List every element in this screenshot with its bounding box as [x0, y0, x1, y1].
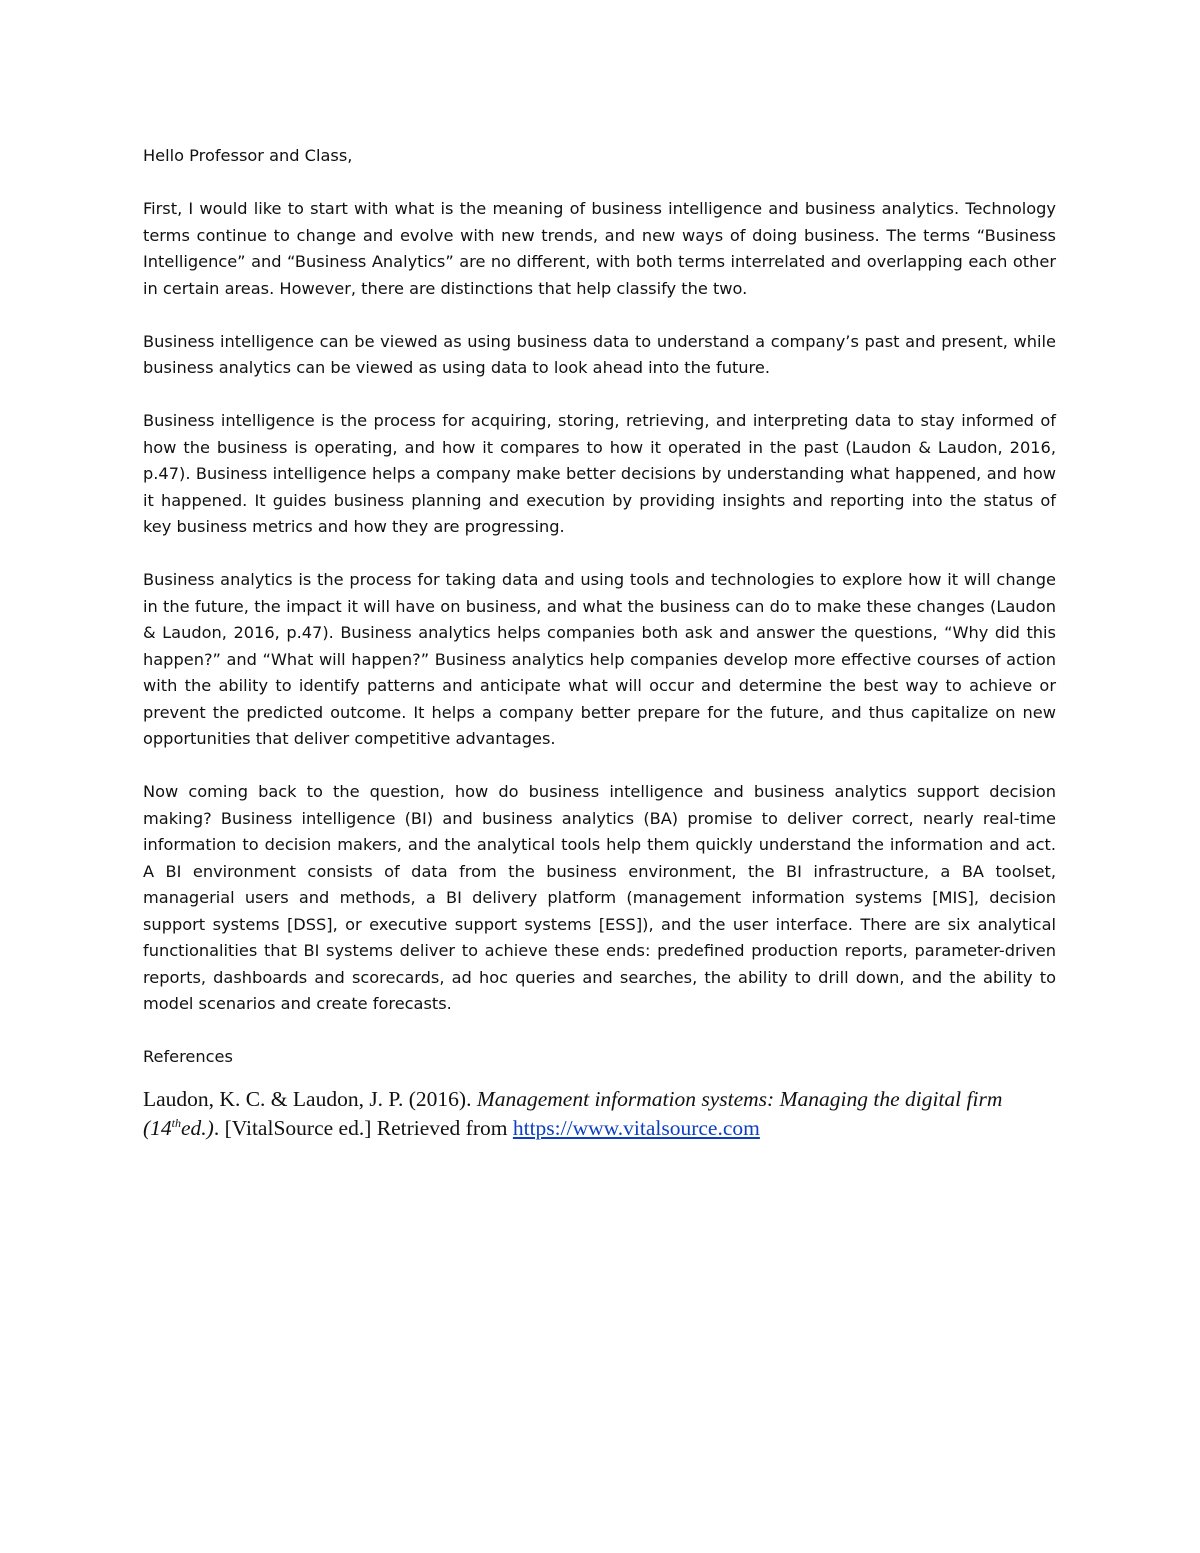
- paragraph-business-intelligence: Business intelligence is the process for acquiring, storing, retrieving, and interpreting data to stay informed of how the business is operating, and how it compares to how it operated in the past (Laudon & Laudon, 2016, p.47). Business intelligence helps a company make better decisions by understanding what happened, and how it happened. It guides business planning and execution by providing insights and reporting into the status of key business metrics and how they are progressing.: [143, 411, 1056, 536]
- references-heading: References: [143, 1047, 233, 1066]
- reference-source: . [VitalSource ed.] Retrieved from: [213, 1115, 513, 1140]
- reference-title-end: ed.): [181, 1115, 214, 1140]
- paragraph-intro: First, I would like to start with what is the meaning of business intelligence and business analytics. Technology terms continue to change and evolve with new trends, and new ways of doing business. The terms “Business Intelligence” and “Business Analytics” are no different, with both terms interrelated and overlapping each other in certain areas. However, there are distinctions that help classify the two.: [143, 199, 1056, 298]
- reference-edition-superscript: th: [171, 1115, 182, 1130]
- document-body: [143, 143, 1056, 1143]
- reference-title-main: Management information systems: Managing the digital firm (14: [143, 1086, 1003, 1140]
- greeting: Hello Professor and Class,: [143, 146, 353, 165]
- reference-entry: [143, 1085, 1056, 1143]
- paragraph-business-analytics: Business analytics is the process for taking data and using tools and technologies to explore how it will change in the future, the impact it will have on business, and what the business can do to make these changes (Laudon & Laudon, 2016, p.47). Business analytics helps companies both ask and answer the questions, “Why did this happen?” and “What will happen?” Business analytics help companies develop more effective courses of action with the ability to identify patterns and anticipate what will occur and determine the best way to achieve or prevent the predicted outcome. It helps a company better prepare for the future, and thus capitalize on new opportunities that deliver competitive advantages.: [143, 570, 1056, 748]
- reference-link[interactable]: https://www.vitalsource.com: [512, 1115, 760, 1140]
- paragraph-decision-making: Now coming back to the question, how do business intelligence and business analytics support decision making? Business intelligence (BI) and business analytics (BA) promise to deliver correct, nearly real-time information to decision makers, and the analytical tools help them quickly understand the information and act. A BI environment consists of data from the business environment, the BI infrastructure, a BA toolset, managerial users and methods, a BI delivery platform (management information systems [MIS], decision support systems [DSS], or executive support systems [ESS]), and the user interface. There are six analytical functionalities that BI systems deliver to achieve these ends: predefined production reports, parameter-driven reports, dashboards and scorecards, ad hoc queries and searches, the ability to drill down, and the ability to model scenarios and create forecasts.: [143, 782, 1056, 1013]
- reference-authors: Laudon, K. C. & Laudon, J. P. (2016).: [143, 1086, 472, 1111]
- paragraph-bi-vs-ba: Business intelligence can be viewed as using business data to understand a company’s past and present, while business analytics can be viewed as using data to look ahead into the future.: [143, 331, 1056, 377]
